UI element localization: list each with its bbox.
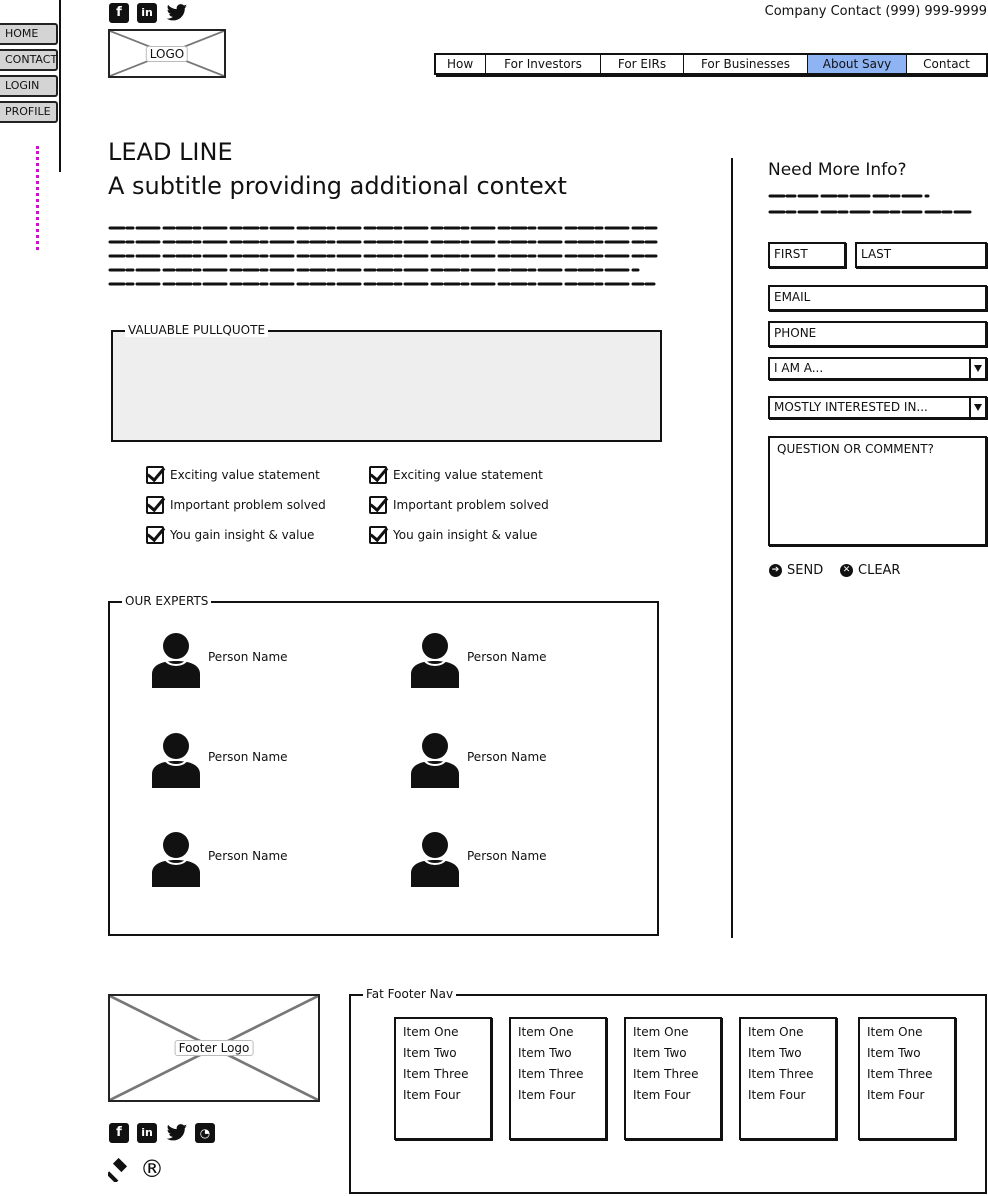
rss-icon[interactable]: ◔ [195, 1123, 215, 1143]
phone-field[interactable]: PHONE [768, 321, 987, 347]
footer-item[interactable]: Item Three [867, 1067, 933, 1081]
i-am-a-value: I AM A... [774, 361, 824, 375]
expert-card[interactable] [150, 831, 288, 887]
footer-column [739, 1017, 837, 1140]
body-text-scribble [108, 222, 660, 302]
checkbox-icon [369, 466, 387, 484]
top-nav [434, 53, 988, 75]
footer-logo-placeholder[interactable] [108, 994, 320, 1102]
nav-about-savy[interactable]: About Savy [808, 55, 907, 73]
check-item-left-3 [146, 526, 314, 544]
chevron-down-icon [969, 398, 985, 417]
footer-logo-label: Footer Logo [175, 1040, 254, 1056]
footer-item[interactable]: Item Three [633, 1067, 699, 1081]
send-button[interactable] [769, 563, 823, 578]
check-label: Exciting value statement [170, 468, 320, 482]
check-item-right-1 [369, 466, 543, 484]
footer-column [858, 1017, 956, 1140]
logo-label: LOGO [146, 46, 188, 62]
footer-item[interactable]: Item One [867, 1025, 923, 1039]
expert-card[interactable] [150, 632, 288, 688]
facebook-icon[interactable]: f [109, 1123, 129, 1143]
checkbox-icon [369, 496, 387, 514]
person-icon [150, 732, 202, 788]
dotted-guide [36, 146, 39, 250]
logo-placeholder[interactable] [108, 29, 226, 78]
company-contact: Company Contact (999) 999-9999 [764, 4, 987, 19]
person-name: Person Name [208, 849, 288, 863]
footer-item[interactable]: Item Two [633, 1046, 687, 1060]
footer-item[interactable]: Item Four [748, 1088, 806, 1102]
footer-item[interactable]: Item One [518, 1025, 574, 1039]
nav-how[interactable]: How [436, 55, 486, 73]
expert-card[interactable] [409, 732, 547, 788]
pullquote-box [111, 323, 662, 442]
checkbox-icon [146, 526, 164, 544]
nav-for-businesses[interactable]: For Businesses [684, 55, 808, 73]
column-divider [731, 158, 733, 938]
footer-item[interactable]: Item Four [867, 1088, 925, 1102]
footer-item[interactable]: Item Four [518, 1088, 576, 1102]
footer-item[interactable]: Item Four [633, 1088, 691, 1102]
interested-value: MOSTLY INTERESTED IN... [774, 400, 928, 414]
chevron-down-icon [969, 359, 985, 378]
question-textarea[interactable]: QUESTION OR COMMENT? [768, 436, 987, 546]
check-label: Important problem solved [393, 498, 549, 512]
checkbox-icon [146, 466, 164, 484]
registered-icon: ® [140, 1155, 164, 1183]
person-name: Person Name [208, 650, 288, 664]
footer-column [509, 1017, 607, 1140]
linkedin-icon[interactable]: in [137, 3, 157, 23]
facebook-icon[interactable]: f [109, 3, 129, 23]
clear-button[interactable] [840, 563, 900, 578]
check-label: You gain insight & value [393, 528, 538, 542]
footer-item[interactable]: Item Three [403, 1067, 469, 1081]
footer-column [624, 1017, 722, 1140]
twitter-icon[interactable] [166, 3, 188, 23]
check-label: You gain insight & value [170, 528, 315, 542]
person-icon [150, 632, 202, 688]
footer-item[interactable]: Item Two [518, 1046, 572, 1060]
checkbox-icon [369, 526, 387, 544]
person-icon [409, 632, 461, 688]
pullquote-label: VALUABLE PULLQUOTE [125, 323, 268, 337]
lead-line: LEAD LINE [108, 138, 233, 166]
send-label: SEND [787, 563, 824, 578]
footer-item[interactable]: Item Two [748, 1046, 802, 1060]
nav-contact[interactable]: Contact [923, 57, 970, 71]
close-circle-icon: ✕ [840, 564, 853, 577]
person-name: Person Name [467, 849, 547, 863]
side-tab-profile[interactable]: PROFILE [0, 101, 58, 123]
nav-for-investors[interactable]: For Investors [486, 55, 601, 73]
footer-item[interactable]: Item One [748, 1025, 804, 1039]
i-am-a-select[interactable] [768, 357, 987, 380]
check-item-right-3 [369, 526, 537, 544]
checkbox-icon [146, 496, 164, 514]
person-name: Person Name [467, 750, 547, 764]
person-icon [150, 831, 202, 887]
linkedin-icon[interactable]: in [137, 1123, 157, 1143]
side-tab-contact[interactable]: CONTACT [0, 49, 58, 71]
person-icon [409, 831, 461, 887]
footer-item[interactable]: Item One [633, 1025, 689, 1039]
check-item-left-2 [146, 496, 326, 514]
interested-select[interactable] [768, 396, 987, 419]
form-intro-scribble [768, 190, 974, 220]
arrow-right-icon: ➔ [769, 564, 782, 577]
side-tab-login[interactable]: LOGIN [0, 75, 58, 97]
person-name: Person Name [208, 750, 288, 764]
footer-item[interactable]: Item Four [403, 1088, 461, 1102]
check-label: Exciting value statement [393, 468, 543, 482]
footer-nav-label: Fat Footer Nav [363, 987, 456, 1001]
person-name: Person Name [467, 650, 547, 664]
twitter-icon[interactable] [166, 1123, 188, 1143]
first-name-field[interactable]: FIRST [768, 242, 846, 268]
side-tabs-rail [59, 0, 61, 172]
person-icon [409, 732, 461, 788]
experts-label: OUR EXPERTS [122, 594, 211, 608]
footer-item[interactable]: Item Three [748, 1067, 814, 1081]
email-field[interactable]: EMAIL [768, 285, 987, 311]
check-item-right-2 [369, 496, 549, 514]
check-item-left-1 [146, 466, 320, 484]
subtitle: A subtitle providing additional context [108, 172, 567, 200]
clear-label: CLEAR [858, 563, 901, 578]
footer-item[interactable]: Item Three [518, 1067, 584, 1081]
check-label: Important problem solved [170, 498, 326, 512]
expert-card[interactable] [150, 732, 288, 788]
form-title: Need More Info? [768, 160, 907, 180]
expert-card[interactable] [409, 632, 547, 688]
footer-item[interactable]: Item Two [867, 1046, 921, 1060]
expert-card[interactable] [409, 831, 547, 887]
gavel-icon [108, 1158, 132, 1182]
nav-for-eirs[interactable]: For EIRs [601, 55, 684, 73]
footer-item[interactable]: Item One [403, 1025, 459, 1039]
footer-column [394, 1017, 492, 1140]
last-name-field[interactable]: LAST [855, 242, 987, 268]
side-tab-home[interactable]: HOME [0, 23, 58, 45]
footer-item[interactable]: Item Two [403, 1046, 457, 1060]
